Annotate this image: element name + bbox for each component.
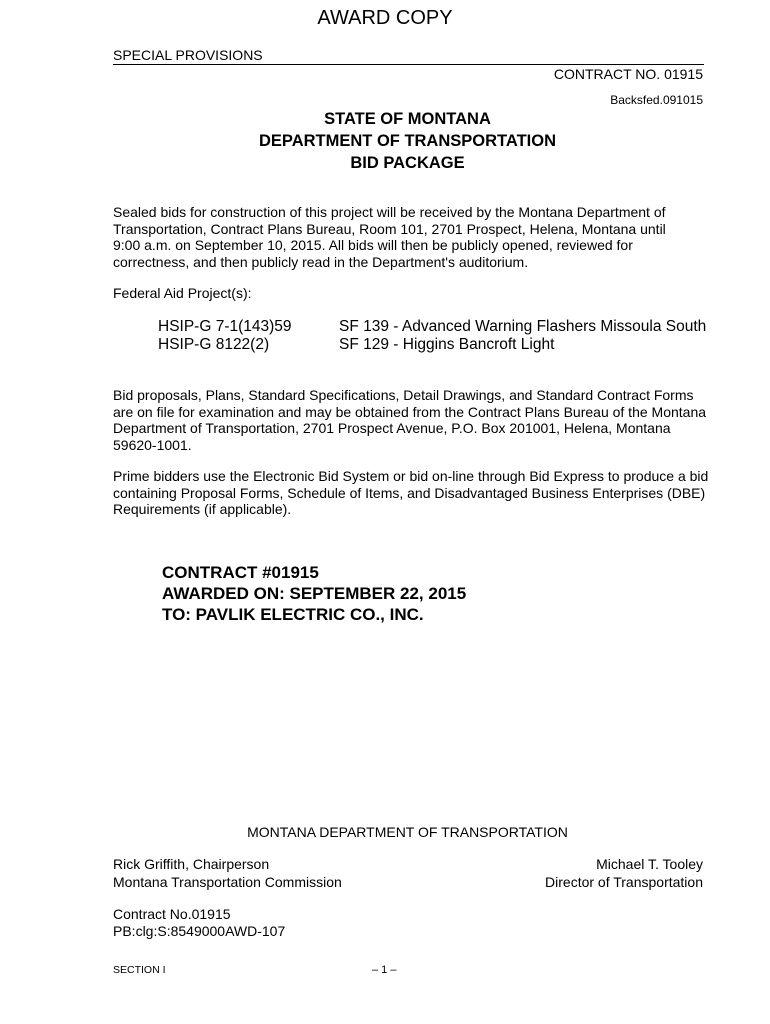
intro-paragraph [113, 204, 708, 270]
proposals-line: Bid proposals, Plans, Standard Specifications, Detail Drawings, and Standard Contract Forms [113, 387, 694, 403]
project-number: HSIP-G 7-1(143)59 [158, 318, 292, 335]
federal-aid-label: Federal Aid Project(s): [113, 285, 252, 301]
reference-block [113, 906, 285, 940]
proposals-line: 59620-1001. [113, 436, 192, 453]
document-title [0, 108, 770, 174]
special-provisions-label: SPECIAL PROVISIONS [113, 47, 263, 63]
intro-line: correctness, and then publicly read in the Department's auditorium. [113, 253, 529, 270]
award-recipient: TO: PAVLIK ELECTRIC CO., INC. [162, 605, 424, 624]
director-name: Michael T. Tooley [596, 856, 703, 872]
proposals-paragraph [113, 387, 708, 453]
award-date: AWARDED ON: SEPTEMBER 22, 2015 [162, 584, 467, 603]
project-description: SF 139 - Advanced Warning Flashers Missoula South [339, 318, 707, 335]
award-contract: CONTRACT #01915 [162, 563, 319, 582]
proposals-line: Department of Transportation, 2701 Prospect Avenue, P.O. Box 201001, Helena, Montana [113, 420, 671, 436]
project-number: HSIP-G 8122(2) [158, 336, 270, 353]
footer-department: MONTANA DEPARTMENT OF TRANSPORTATION [247, 824, 568, 840]
contract-reference: Contract No.01915 [113, 906, 231, 922]
award-block [162, 562, 466, 625]
intro-line: 9:00 a.m. on September 10, 2015. All bids will then be publicly opened, reviewed for [113, 237, 633, 253]
award-copy-heading: AWARD COPY [317, 7, 453, 29]
page-number: – 1 – [372, 964, 397, 976]
title-department: DEPARTMENT OF TRANSPORTATION [259, 132, 556, 150]
backsfed-code: Backsfed.091015 [610, 93, 703, 107]
prime-bidders-line: Requirements (if applicable). [113, 501, 292, 517]
chairperson-title: Montana Transportation Commission [113, 873, 342, 890]
header-divider [113, 64, 704, 65]
signature-right [545, 856, 703, 891]
director-title: Director of Transportation [545, 873, 703, 890]
project-description: SF 129 - Higgins Bancroft Light [339, 336, 555, 353]
prime-bidders-line: containing Proposal Forms, Schedule of Items, and Disadvantaged Business Enterprises (DBE) [113, 484, 706, 501]
contract-number: CONTRACT NO. 01915 [553, 66, 703, 82]
file-reference: PB:clg:S:8549000AWD-107 [113, 923, 286, 939]
chairperson-name: Rick Griffith, Chairperson [113, 856, 270, 872]
prime-bidders-line: Prime bidders use the Electronic Bid System or bid on-line through Bid Express to produce a bid [113, 468, 709, 484]
section-label: SECTION I [113, 964, 166, 976]
prime-bidders-paragraph [113, 468, 708, 518]
signature-left [113, 856, 342, 891]
title-state: STATE OF MONTANA [324, 110, 491, 128]
proposals-line: are on file for examination and may be obtained from the Contract Plans Bureau of the Montana [113, 403, 707, 420]
intro-line: Sealed bids for construction of this project will be received by the Montana Department of [113, 204, 666, 220]
title-bid-package: BID PACKAGE [350, 154, 465, 172]
intro-line: Transportation, Contract Plans Bureau, Room 101, 2701 Prospect, Helena, Montana until [113, 220, 666, 237]
